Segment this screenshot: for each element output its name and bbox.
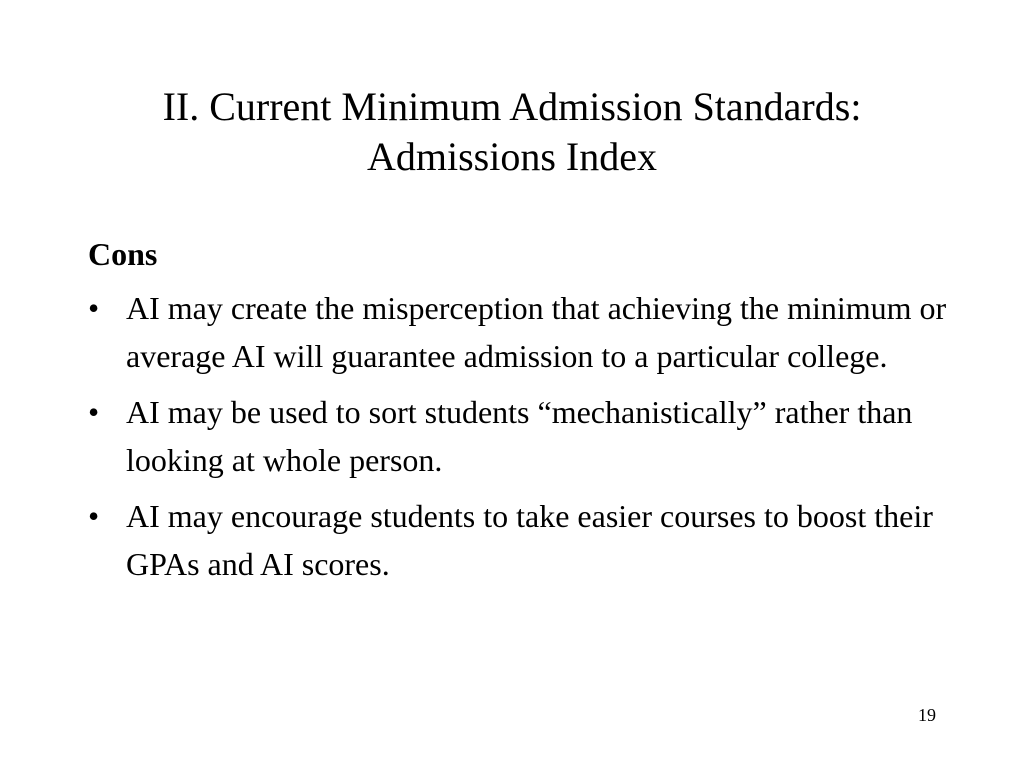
bullet-item: [88, 388, 948, 484]
bullet-icon: •: [88, 290, 100, 326]
bullet-icon: •: [88, 394, 100, 430]
bullet-list: [88, 284, 948, 588]
section-heading: Cons: [88, 236, 158, 272]
page-number: 19: [918, 705, 936, 725]
bullet-item: [88, 284, 948, 380]
slide-title-line-1: II. Current Minimum Admission Standards:: [162, 84, 862, 129]
bullet-text: AI may encourage students to take easier courses to boost their GPAs and AI scores.: [126, 498, 933, 582]
bullet-text: AI may create the misperception that achieving the minimum or average AI will guarantee admission to a particular college.: [126, 290, 947, 374]
bullet-icon: •: [88, 498, 100, 534]
slide-title-line-2: Admissions Index: [367, 134, 657, 179]
slide-title: [0, 82, 1024, 182]
bullet-text: AI may be used to sort students “mechanistically” rather than looking at whole person.: [126, 394, 913, 478]
slide-body: [88, 232, 948, 596]
bullet-item: [88, 492, 948, 588]
